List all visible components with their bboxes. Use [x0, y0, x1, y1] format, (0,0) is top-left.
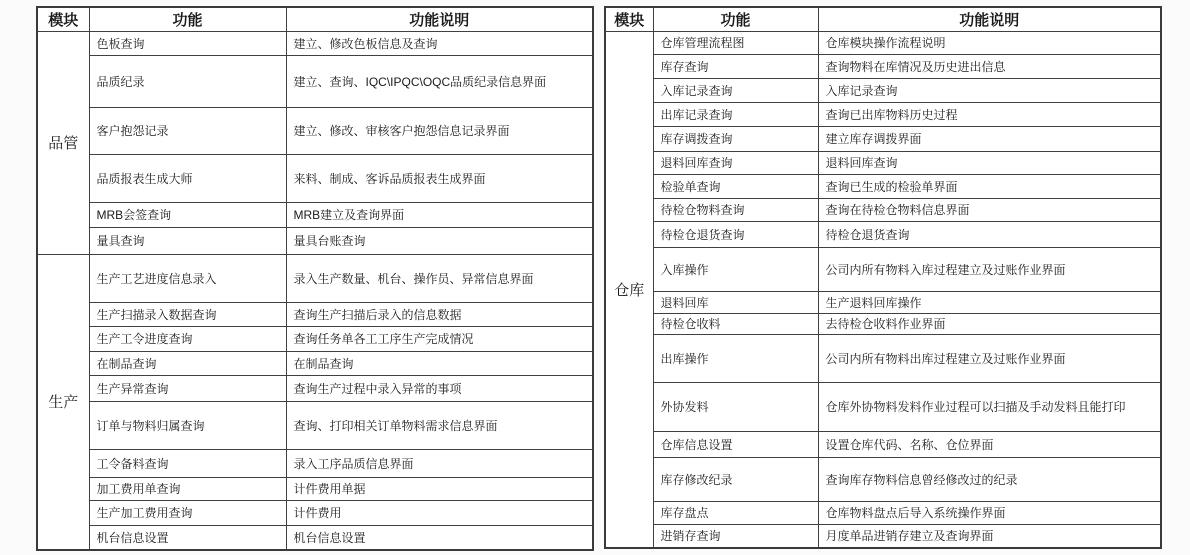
- description-cell: 量具台账查询: [286, 227, 593, 254]
- function-cell: 检验单查询: [653, 174, 818, 198]
- description-cell: 查询已出库物料历史过程: [818, 102, 1161, 126]
- table-row: [605, 431, 1161, 457]
- left-function-table: [36, 6, 594, 551]
- description-cell: 查询物料在库情况及历史进出信息: [818, 54, 1161, 78]
- description-cell: 建立、查询、IQC\IPQC\OQC品质纪录信息界面: [286, 55, 593, 107]
- function-cell: 待检仓物料查询: [653, 198, 818, 221]
- table-row: [37, 154, 593, 202]
- description-cell: 录入工序品质信息界面: [286, 449, 593, 477]
- function-cell: 出库操作: [653, 334, 818, 382]
- table-row: [605, 151, 1161, 174]
- description-cell: 公司内所有物料出库过程建立及过账作业界面: [818, 334, 1161, 382]
- function-cell: 生产加工费用查询: [89, 500, 286, 525]
- function-cell: 生产工令进度查询: [89, 326, 286, 351]
- table-row: [605, 457, 1161, 501]
- table-row: [37, 401, 593, 449]
- table-row: [605, 54, 1161, 78]
- description-cell: 机台信息设置: [286, 525, 593, 550]
- table-row: [37, 254, 593, 302]
- description-cell: 仓库物料盘点后导入系统操作界面: [818, 501, 1161, 524]
- description-cell: 查询生产过程中录入异常的事项: [286, 375, 593, 401]
- table-row: [605, 174, 1161, 198]
- function-cell: 品质报表生成大师: [89, 154, 286, 202]
- function-cell: 加工费用单查询: [89, 477, 286, 500]
- function-cell: 品质纪录: [89, 55, 286, 107]
- function-cell: 生产异常查询: [89, 375, 286, 401]
- module-cell-shengchan: 生产: [37, 254, 89, 550]
- header-description: 功能说明: [818, 7, 1161, 31]
- table-row: [37, 302, 593, 326]
- table-row: [605, 102, 1161, 126]
- table-row: [37, 227, 593, 254]
- function-cell: 库存调拨查询: [653, 126, 818, 151]
- table-row: [37, 525, 593, 550]
- function-cell: 库存修改纪录: [653, 457, 818, 501]
- function-cell: 库存查询: [653, 54, 818, 78]
- table-row: [37, 500, 593, 525]
- function-cell: 仓库信息设置: [653, 431, 818, 457]
- function-cell: MRB会签查询: [89, 202, 286, 227]
- function-cell: 机台信息设置: [89, 525, 286, 550]
- function-cell: 订单与物料归属查询: [89, 401, 286, 449]
- description-cell: 查询已生成的检验单界面: [818, 174, 1161, 198]
- description-cell: 建立、修改、审核客户抱怨信息记录界面: [286, 107, 593, 154]
- header-module: 模块: [37, 7, 89, 31]
- description-cell: 查询任务单各工工序生产完成情况: [286, 326, 593, 351]
- description-cell: 建立库存调拨界面: [818, 126, 1161, 151]
- module-cell-pinguan: 品管: [37, 31, 89, 254]
- description-cell: 查询库存物料信息曾经修改过的纪录: [818, 457, 1161, 501]
- description-cell: 查询在待检仓物料信息界面: [818, 198, 1161, 221]
- header-row: [37, 7, 593, 31]
- header-description: 功能说明: [286, 7, 593, 31]
- description-cell: 设置仓库代码、名称、仓位界面: [818, 431, 1161, 457]
- function-cell: 待检仓退货查询: [653, 221, 818, 247]
- description-cell: 入库记录查询: [818, 78, 1161, 102]
- function-cell: 生产扫描录入数据查询: [89, 302, 286, 326]
- description-cell: 来料、制成、客诉品质报表生成界面: [286, 154, 593, 202]
- function-cell: 进销存查询: [653, 524, 818, 548]
- function-cell: 在制品查询: [89, 351, 286, 375]
- function-cell: 退料回库: [653, 291, 818, 313]
- function-cell: 客户抱怨记录: [89, 107, 286, 154]
- description-cell: 退料回库查询: [818, 151, 1161, 174]
- function-cell: 量具查询: [89, 227, 286, 254]
- function-cell: 仓库管理流程图: [653, 31, 818, 54]
- header-function: 功能: [89, 7, 286, 31]
- function-cell: 出库记录查询: [653, 102, 818, 126]
- description-cell: 去待检仓收料作业界面: [818, 313, 1161, 334]
- description-cell: 公司内所有物料入库过程建立及过账作业界面: [818, 247, 1161, 291]
- table-row: [37, 202, 593, 227]
- description-cell: 月度单品进销存建立及查询界面: [818, 524, 1161, 548]
- table-row: [37, 326, 593, 351]
- description-cell: 仓库模块操作流程说明: [818, 31, 1161, 54]
- function-cell: 库存盘点: [653, 501, 818, 524]
- table-row: [37, 55, 593, 107]
- function-cell: 入库操作: [653, 247, 818, 291]
- table-row: [605, 126, 1161, 151]
- function-cell: 工令备料查询: [89, 449, 286, 477]
- header-row: [605, 7, 1161, 31]
- table-row: [605, 382, 1161, 431]
- table-row: [605, 524, 1161, 548]
- description-cell: 仓库外协物料发料作业过程可以扫描及手动发料且能打印: [818, 382, 1161, 431]
- function-cell: 退料回库查询: [653, 151, 818, 174]
- description-cell: 生产退料回库操作: [818, 291, 1161, 313]
- function-cell: 外协发料: [653, 382, 818, 431]
- description-cell: 查询、打印相关订单物料需求信息界面: [286, 401, 593, 449]
- table-row: [605, 313, 1161, 334]
- description-cell: 在制品查询: [286, 351, 593, 375]
- table-row: [605, 198, 1161, 221]
- description-cell: MRB建立及查询界面: [286, 202, 593, 227]
- table-row: [605, 334, 1161, 382]
- description-cell: 查询生产扫描后录入的信息数据: [286, 302, 593, 326]
- function-cell: 入库记录查询: [653, 78, 818, 102]
- table-row: [605, 221, 1161, 247]
- table-row: [605, 291, 1161, 313]
- header-module: 模块: [605, 7, 653, 31]
- table-row: [37, 31, 593, 55]
- table-row: [37, 375, 593, 401]
- table-row: [605, 501, 1161, 524]
- table-row: [37, 351, 593, 375]
- function-cell: 色板查询: [89, 31, 286, 55]
- description-cell: 录入生产数量、机台、操作员、异常信息界面: [286, 254, 593, 302]
- table-row: [605, 31, 1161, 54]
- function-cell: 待检仓收料: [653, 313, 818, 334]
- table-row: [37, 107, 593, 154]
- function-cell: 生产工艺进度信息录入: [89, 254, 286, 302]
- right-function-table: [604, 6, 1162, 549]
- header-function: 功能: [653, 7, 818, 31]
- description-cell: 建立、修改色板信息及查询: [286, 31, 593, 55]
- table-row: [605, 247, 1161, 291]
- table-row: [37, 477, 593, 500]
- description-cell: 计件费用: [286, 500, 593, 525]
- module-cell-cangku: 仓库: [605, 31, 653, 548]
- table-row: [605, 78, 1161, 102]
- table-row: [37, 449, 593, 477]
- description-cell: 计件费用单据: [286, 477, 593, 500]
- description-cell: 待检仓退货查询: [818, 221, 1161, 247]
